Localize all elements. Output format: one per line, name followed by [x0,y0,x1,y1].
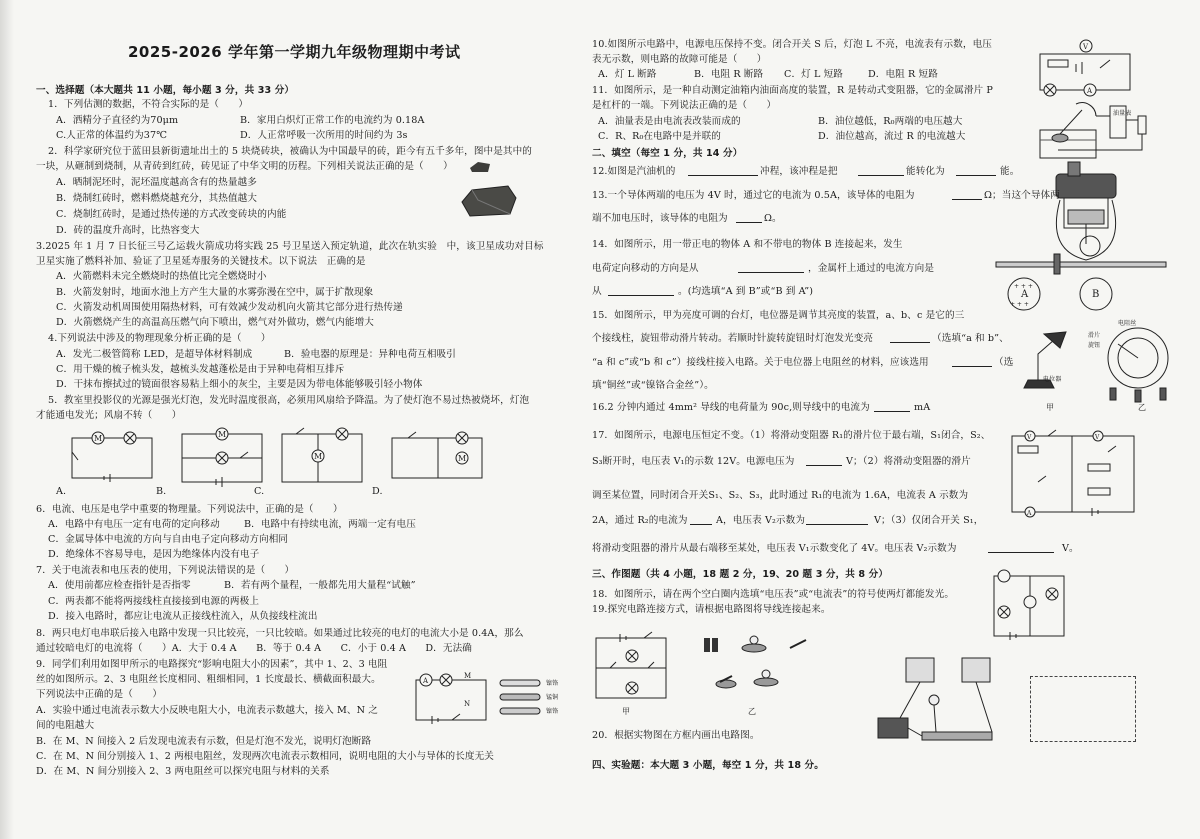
q7-option-b: B．若有两个量程，一般都先用大量程“试触” [224,580,416,591]
q19-stem: 19.探究电路连接方式，请根据电路图将导线连接起来。 [592,604,831,615]
q9-option-a-line1: A．实验中通过电流表示数大小反映电阻大小，电流表示数越大，接入 M、N 之 [36,705,378,716]
q17-part6: 将滑动变阻器的滑片从最右端移至某处，电压表 V₁示数变化了 4V。电压表 V₂示数为 [592,543,957,554]
svg-text:A: A [423,677,429,685]
section-3-heading: 三、作图题（共 4 小题，18 题 2 分，19、20 题 3 分，共 8 分） [592,569,889,580]
q2-option-c: C．烧制红砖时，是通过热传递的方式改变砖块的内能 [56,209,287,220]
q15-part3: “a 和 c”或“b 和 c”）接线柱接入电路。关于电位器上电阻丝的材料，应该选用 [592,357,929,368]
svg-text:V: V [1095,434,1100,441]
q9-stem-line2: 丝的如图所示。2、3 电阻丝长度相同、粗细相同，1 长度最长、横截面积最大。 [36,674,381,685]
svg-text:M: M [464,672,472,680]
q1-option-d: D．人正常呼吸一次所用的时间约为 3s [240,130,408,141]
brick-image [458,180,518,220]
q15-blank-1[interactable] [890,333,930,343]
q3-option-c: C．火箭发动机周围使用隔热材料，可有效减少发动机向火箭其它部分进行热传递 [56,302,403,313]
svg-text:V: V [1083,43,1089,51]
q15-line4: 填“铜丝”或“镍铬合金丝”）。 [592,380,714,391]
q3-option-a: A．火箭燃料未完全燃烧时的热值比完全燃烧时小 [56,271,267,282]
q14-blank-2[interactable] [608,286,674,296]
q11-option-b: B．油位越低，R₀两端的电压越大 [818,116,963,127]
q18-stem: 18．如图所示，请在两个空白圈内选填“电压表”或“电流表”的符号使两灯都能发光。 [592,589,955,600]
q12-blank-2[interactable] [858,166,904,176]
q13-part2: Ω；当这个导体两 [984,190,1060,201]
q4-stem: 4.下列说法中涉及的物理现象分析正确的是（ ） [48,333,271,344]
q14-line1: 14．如图所示，用一带正电的物体 A 和不带电的物体 B 连接起来，发生 [592,239,903,250]
q9-option-b: B．在 M、N 间接入 2 后发现电流表有示数，但是灯泡不发光，说明灯泡断路 [36,736,372,747]
q3-stem-line2: 卫星实施了燃料补加、验证了卫星延寿服务的关键技术。以下说法 正确的是 [36,256,366,267]
q17-part7: V。 [1062,543,1079,554]
q1-stem: 1．下列估测的数据，不符合实际的是（ ） [48,99,249,110]
q14-charge-figure [994,254,1174,314]
q6-option-b: B．电路中有持续电流，两端一定有电压 [244,519,416,530]
q15-line1: 15．如图所示，甲为亮度可调的台灯，电位器是调节其亮度的装置，a、b、c 是它的三 [592,310,965,321]
q5-circuit-c [278,428,368,488]
svg-text:N: N [464,700,471,708]
right-column [590,0,1180,839]
q5-label-d: D. [372,486,383,497]
svg-text:+ + +: + + + [1014,283,1033,290]
q9-circuit-figure [412,672,492,728]
q7-option-a: A．使用前都应检查指针是否指零 [48,580,191,591]
section-4-heading: 四、实验题：本大题 3 小题，每空 1 分，共 18 分。 [592,760,824,771]
q19-circuit-diagram-jia [592,630,678,706]
q15-slider-label: 滑片 [1088,332,1101,339]
q9-resistance-wires [498,676,578,720]
q5-label-c: C. [254,486,265,497]
left-column [28,0,583,839]
q1-option-a: A．洒精分子直径约为70μm [56,115,179,126]
q17-part2: V；（2）将滑动变阻器的滑片 [846,456,971,467]
q15-knob-label: 旋钮 [1088,342,1101,349]
q11-option-a: A．油量表是由电流表改装而成的 [598,116,741,127]
q15-part4: （选 [994,357,1014,368]
q15-part2: （选填“a 和 b”、 [932,333,1009,344]
q11-oil-gauge-figure [1038,100,1158,160]
q17-line1: 17．如图所示，电源电压恒定不变。（1）将滑动变阻器 R₁的滑片位于最右端，S₁闭合，S₂、 [592,430,991,441]
svg-text:V: V [1027,434,1032,441]
q15-potentiometer-label: 电位器 [1043,376,1062,383]
svg-text:+ + +: + + + [1010,301,1029,308]
q4-option-a: A．发光二极管简称 LED，是超导体材料制成 [56,349,253,360]
scan-edge-shadow [0,0,14,839]
q14-label-b: B [1092,289,1100,300]
q9-option-d: D．在 M、N 间分别接入 2、3 两电阻丝可以探究电阻与材料的关系 [36,766,330,777]
q12-blank-3[interactable] [956,166,996,176]
q9-wire2-label: 锰铜 [546,694,559,701]
q11-stem-line2: 是杠杆的一端。下列说法正确的是（ ） [592,100,777,111]
q4-option-d: D．干抹布擦拭过的镜面很容易粘上细小的灰尘，主要是因为带电体能够吸引轻小物体 [56,379,423,390]
q4-option-c: C．用干燥的梳子梳头发，越梳头发越蓬松是由于异种电荷相互排斥 [56,364,345,375]
q10-option-a: A．灯 L 断路 [598,69,657,80]
q5-stem-line2: 才能通电发光；风扇不转（ ） [36,410,182,421]
q17-blank-4[interactable] [988,543,1054,553]
q17-part3: 2A，通过 R₂的电流为 [592,515,688,526]
q8-stem-line1: 8．两只电灯电串联后接入电路中发现一只比较亮，一只比较暗。如果通过比较亮的电灯的电流大小是 0.4A，那么 [36,628,524,639]
svg-text:A: A [1087,87,1093,95]
svg-text:M: M [314,452,323,461]
svg-text:M: M [458,454,467,463]
q15-label-jia: 甲 [1046,403,1055,412]
q5-circuit-a [68,432,158,484]
q14-part2: ，金属杆上通过的电流方向是 [808,263,935,274]
q12-part3: 能转化为 [906,166,945,177]
q5-label-b: B. [156,486,167,497]
q2-option-d: D．砖的温度升高时，比热容变大 [56,225,200,236]
q18-circuit-figure [990,566,1070,642]
q17-part1: S₃断开时，电压表 V₁的示数 12V。电源电压为 [592,456,795,467]
q13-part3: 端不加电压时，该导体的电阻为 [592,213,728,224]
q15-part1: 个接线柱，旋钮带动滑片转动。若顺时针旋转旋钮时灯泡发光变亮 [592,333,874,344]
q9-option-a-line2: 间的电阻越大 [36,720,95,731]
q14-label-a: A [1021,289,1029,300]
q13-blank-1[interactable] [952,190,982,200]
svg-text:M: M [218,430,227,439]
q1-option-c: C.人正常的体温约为37℃ [56,130,168,141]
q11-option-c: C．R、R₀在电路中是并联的 [598,131,721,142]
q10-option-b: B．电阻 R 断路 [694,69,764,80]
q1-option-b: B．家用白炽灯正常工作的电流约为 0.18A [240,115,425,126]
brick-small-image [468,160,492,174]
q2-stem-line2: 一块，从砸制到烧制，从青砖到红砖，砖见证了中华文明的历程。下列相关说法正确的是（ ） [36,161,453,172]
q10-circuit-figure [1036,40,1136,96]
q5-label-a: A. [56,486,67,497]
q10-option-d: D．电阻 R 短路 [868,69,938,80]
q20-answer-box[interactable] [1030,676,1136,742]
q17-part5: V；（3）仅闭合开关 S₁， [874,515,984,526]
q14-part4: 。(均选填“A 到 B”或“B 到 A”) [678,286,814,297]
q17-blank-1[interactable] [806,456,842,466]
q6-option-c: C．金属导体中电流的方向与自由电子定向移动方向相同 [48,534,289,545]
q16-part2: mA [914,402,931,413]
q8-stem-line2: 通过较暗电灯的电流将（ ）A．大于 0.4 A B．等于 0.4 A C．小于 0.4 A D．无法确 [36,643,472,654]
q14-part3: 从 [592,286,602,297]
q17-part4: A，电压表 V₂示数为 [716,515,806,526]
q17-line3: 调至某位置，同时闭合开关S₁、S₂、S₃，此时通过 R₁的电流为 1.6A，电流表 A 示数为 [592,490,969,501]
q2-option-a: A．晒制泥坯时，泥坯温度越高含有的热量越多 [56,177,257,188]
q20-physical-circuit [866,654,1016,754]
section-1-heading: 一、选择题（本大题共 11 小题，每小题 3 分，共 33 分） [36,85,295,96]
q17-blank-3[interactable] [806,515,868,525]
q5-stem-line1: 5．教室里投影仪的光源是强光灯泡，发光时温度很高，必须用风扇给予降温。为了使灯泡不易过热被烧坏，灯泡 [48,395,530,406]
section-2-heading: 二、填空（每空 1 分，共 14 分） [592,148,743,159]
q14-part1: 电荷定向移动的方向是从 [592,263,699,274]
q3-option-d: D．火箭燃烧产生的高温高压燃气向下喷出，燃气对外做功，燃气内能增大 [56,317,374,328]
q9-stem-line1: 9．同学们利用如图甲所示的电路探究“影响电阻大小的因素”，其中 1、2、3 电阻 [36,659,388,670]
q7-stem: 7．关于电流表和电压表的使用，下列说法错误的是（ ） [36,565,295,576]
q12-part4: 能。 [1000,166,1020,177]
q12-blank-1[interactable] [688,166,758,176]
q13-part1: 13.一个导体两端的电压为 4V 时，通过它的电流为 0.5A，该导体的电阻为 [592,190,915,201]
q2-option-b: B．烧制红砖时，燃料燃烧越充分，其热值越大 [56,193,258,204]
q2-stem-line1: 2．科学家研究位于蓝田县新街遗址出土的 5 块烧砖块，被确认为中国最早的砖，距今有五千多年，图中是其中的 [48,146,533,157]
q6-option-a: A．电路中有电压一定有电荷的定向移动 [48,519,220,530]
q19-label-yi: 乙 [748,707,757,716]
q20-stem: 20．根据实物图在方框内画出电路图。 [592,730,760,741]
q12-part2: 冲程，该冲程是把 [760,166,838,177]
q15-resistance-wire-label: 电阻丝 [1118,320,1137,327]
q19-physical-components [700,632,840,698]
q17-circuit-figure [1008,426,1140,518]
q9-option-c: C．在 M、N 间分别接入 1、2 两根电阻丝，发现两次电流表示数相同，说明电阻的大小与导体的长度无关 [36,751,495,762]
q4-option-b: B．验电器的原理是：异种电荷互相吸引 [284,349,456,360]
q13-part4: Ω。 [764,213,782,224]
q3-option-b: B．火箭发射时，地面水池上方产生大量的水雾弥漫在空中，属于扩散现象 [56,287,374,298]
q11-option-d: D．油位越高，流过 R 的电流越大 [818,131,966,142]
q12-part1: 12.如图是汽油机的 [592,166,676,177]
q14-blank-1[interactable] [738,263,804,273]
q9-wire3-label: 镍铬 [546,708,559,715]
q6-option-d: D．绝缘体不容易导电，是因为绝缘体内没有电子 [48,549,260,560]
q16-blank-1[interactable] [874,402,910,412]
q10-option-c: C．灯 L 短路 [784,69,843,80]
q19-label-jia: 甲 [622,707,631,716]
q15-label-yi: 乙 [1138,403,1147,412]
q13-blank-2[interactable] [736,213,762,223]
exam-title: 2025-2026 学年第一学期九年级物理期中考试 [128,43,461,61]
q5-circuit-b [178,428,268,488]
q11-oil-gauge-label: 油量表 [1113,110,1132,117]
q17-blank-2[interactable] [690,515,712,525]
q6-stem: 6．电流、电压是电学中重要的物理量。下列说法中，正确的是（ ） [36,504,343,515]
q5-circuit-d [388,432,488,484]
q11-stem-line1: 11．如图所示，是一种自动测定油箱内油面高度的装置，R 是转动式变阻器，它的金属滑片 P [592,85,993,96]
q15-blank-2[interactable] [952,357,992,367]
q7-option-c: C．两表都不能将两接线柱直接接到电源的两极上 [48,596,260,607]
q10-stem-line1: 10.如图所示电路中，电源电压保持不变。闭合开关 S 后，灯泡 L 不亮，电流表有示数，电压 [592,39,992,50]
svg-text:M: M [94,434,103,443]
q10-stem-line2: 表无示数，则电路的故障可能是（ ） [592,54,767,65]
q7-option-d: D．接入电路时，都应让电流从正接线柱流入，从负接线柱流出 [48,611,318,622]
svg-text:A: A [1027,510,1032,517]
q3-stem-line1: 3.2025 年 1 月 7 日长征三号乙运载火箭成功将实践 25 号卫星送入预定轨道，此次在轨实验 中，该卫星成功对目标 [36,241,544,252]
q9-stem-line3: 下列说法中正确的是（ ） [36,689,163,700]
q16-part1: 16.2 分钟内通过 4mm² 导线的电荷量为 90c,则导线中的电流为 [592,402,870,413]
q9-wire1-label: 镍铬 [546,680,559,687]
